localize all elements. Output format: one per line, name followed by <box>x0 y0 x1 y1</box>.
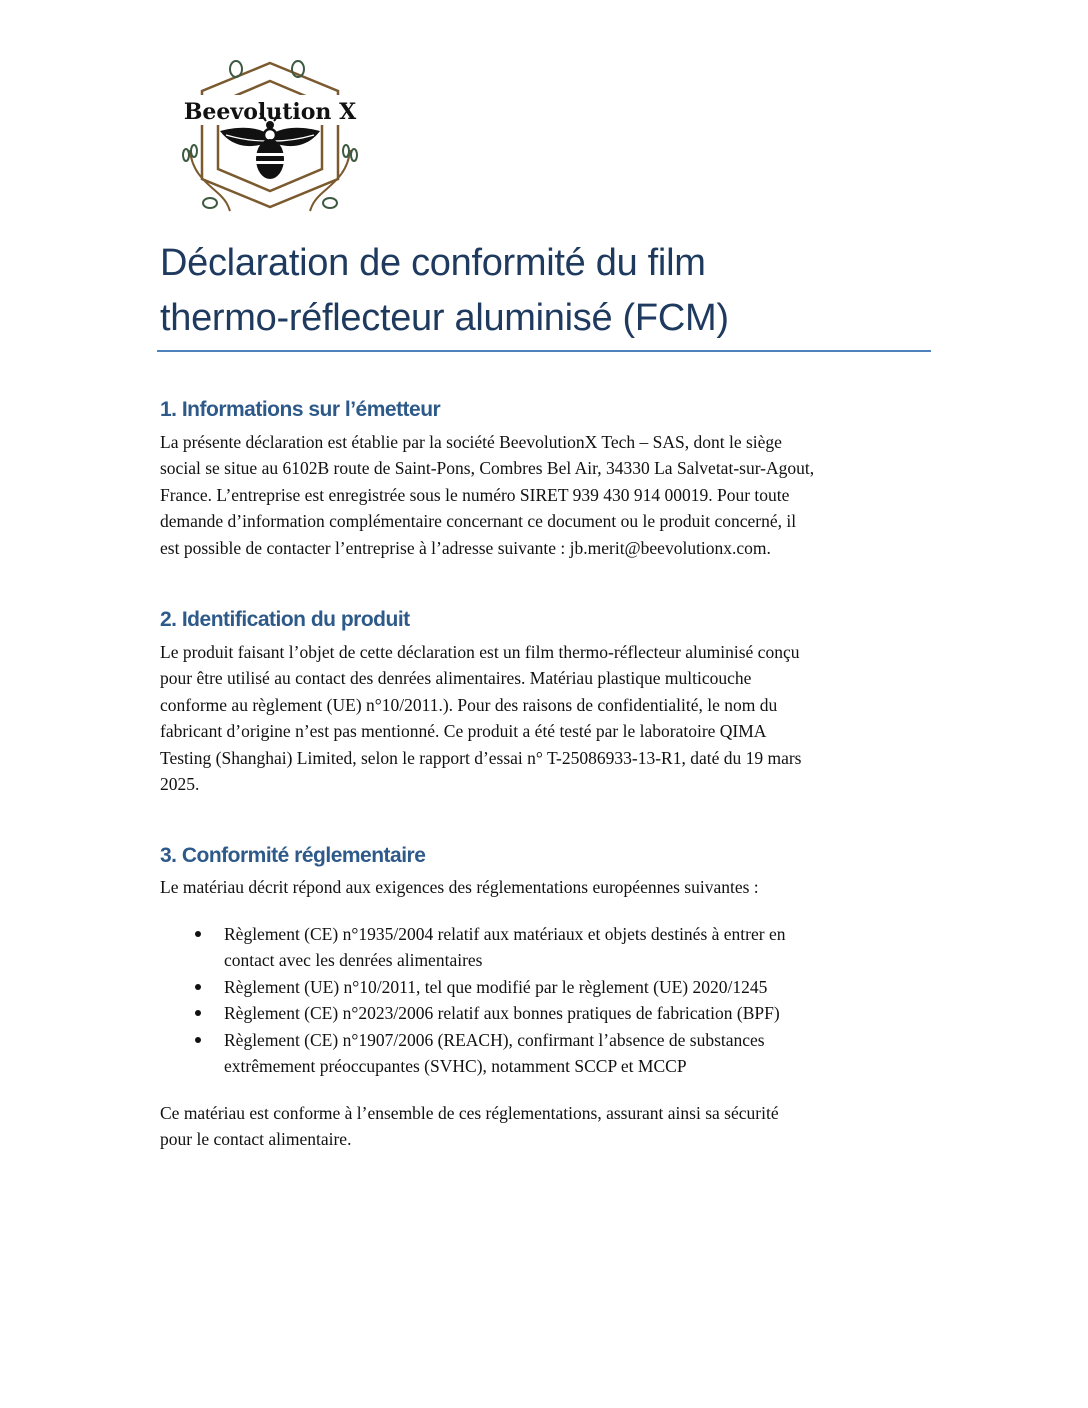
paragraph-line: conforme au règlement (UE) n°10/2011.). Pour des raisons de confidentialité, le nom du <box>160 694 778 715</box>
paragraph-line: La présente déclaration est établie par la société BeevolutionX Tech – SAS, dont le siège <box>160 432 782 452</box>
paragraph-line: pour être utilisé au contact des denrées alimentaires. Matériau plastique multicouche <box>160 668 752 689</box>
list-item-line: contact avec les denrées alimentaires <box>224 950 483 971</box>
product-paragraph <box>160 639 940 797</box>
paragraph-line: social se situe au 6102B route de Saint-Pons, Combres Bel Air, 34330 La Salvetat-sur-Agout, <box>160 458 815 479</box>
bullet-icon <box>195 984 201 990</box>
list-item <box>160 1027 940 1080</box>
paragraph-line: Ce matériau est conforme à l’ensemble de ces réglementations, assurant ainsi sa sécurité <box>160 1103 779 1123</box>
title-line: thermo-réflecteur aluminisé (FCM) <box>160 297 729 339</box>
list-item <box>160 921 940 974</box>
list-item <box>160 974 940 1000</box>
section-heading-compliance: 3. Conformité réglementaire <box>160 844 426 867</box>
bullet-icon <box>195 1037 201 1043</box>
list-item <box>160 1000 940 1026</box>
paragraph-line: Le matériau décrit répond aux exigences des réglementations européennes suivantes : <box>160 877 759 897</box>
section-heading-emitter: 1. Informations sur l’émetteur <box>160 398 441 421</box>
title-divider <box>157 350 931 352</box>
paragraph-line: est possible de contacter l’entreprise à l’adresse suivante : jb.merit@beevolutionx.com. <box>160 537 771 558</box>
list-item-line: Règlement (CE) n°1935/2004 relatif aux matériaux et objets destinés à entrer en <box>224 924 786 944</box>
list-item-line: Règlement (UE) n°10/2011, tel que modifié par le règlement (UE) 2020/1245 <box>224 976 768 997</box>
paragraph-line: pour le contact alimentaire. <box>160 1129 352 1150</box>
compliance-intro <box>160 874 940 900</box>
section-heading-product: 2. Identification du produit <box>160 608 410 631</box>
company-logo <box>170 55 370 215</box>
paragraph-line: France. L’entreprise est enregistrée sous le numéro SIRET 939 430 914 00019. Pour toute <box>160 484 790 505</box>
bullet-icon <box>195 1010 201 1016</box>
paragraph-line: 2025. <box>160 774 200 795</box>
document-title <box>160 236 960 346</box>
logo-brand-name: Beevolution X <box>183 99 357 125</box>
paragraph-line: fabricant d’origine n’est pas mentionné. Ce produit a été testé par le laboratoire QIMA <box>160 721 767 742</box>
paragraph-line: Testing (Shanghai) Limited, selon le rapport d’essai n° T-25086933-13-R1, daté du 19 mars <box>160 747 802 768</box>
paragraph-line: demande d’information complémentaire concernant ce document ou le produit concerné, il <box>160 511 797 532</box>
list-item-line: Règlement (CE) n°2023/2006 relatif aux bonnes pratiques de fabrication (BPF) <box>224 1003 780 1024</box>
regulations-list <box>160 921 940 1079</box>
compliance-conclusion <box>160 1100 940 1153</box>
list-item-line: extrêmement préoccupantes (SVHC), notamment SCCP et MCCP <box>224 1056 687 1077</box>
bullet-icon <box>195 931 201 937</box>
paragraph-line: Le produit faisant l’objet de cette déclaration est un film thermo-réflecteur aluminisé conçu <box>160 642 800 662</box>
list-item-line: Règlement (CE) n°1907/2006 (REACH), confirmant l’absence de substances <box>224 1029 765 1050</box>
emitter-paragraph <box>160 429 940 561</box>
honeycomb-bee-logo-icon <box>170 55 370 215</box>
title-line: Déclaration de conformité du film <box>160 242 706 284</box>
